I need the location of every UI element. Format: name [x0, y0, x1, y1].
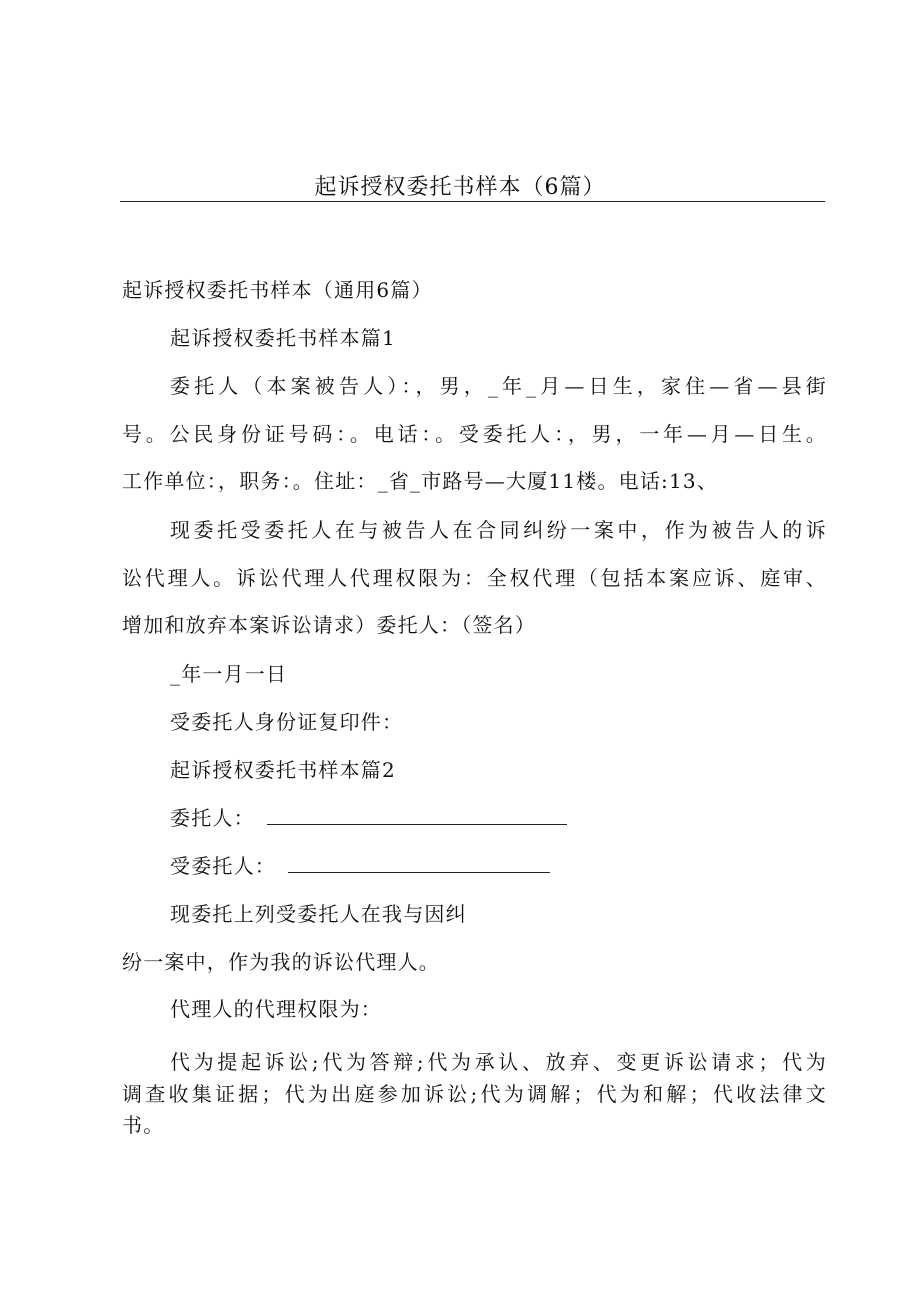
principal-row	[170, 806, 875, 830]
section2-scope-line3: 书。	[122, 1113, 165, 1137]
section1-para1-line2: 号。公民身份证号码：。电话：。受委托人：，男，一年—月—日生。	[122, 422, 827, 446]
principal-label: 委托人：	[170, 806, 255, 830]
section1-para1-line1: 委托人（本案被告人）：，男，_年_月—日生，家住—省—县街	[170, 374, 827, 398]
section1-heading: 起诉授权委托书样本篇1	[170, 326, 396, 350]
section1-para2-line1: 现委托受委托人在与被告人在合同纠纷一案中，作为被告人的诉	[170, 518, 827, 542]
agent-label: 受委托人：	[170, 854, 276, 878]
principal-blank-line	[267, 806, 567, 825]
section2-heading: 起诉授权委托书样本篇2	[170, 758, 396, 782]
section2-entrust-line1: 现委托上列受委托人在我与因纠	[170, 902, 467, 926]
section1-id-copy: 受委托人身份证复印件：	[170, 710, 404, 734]
document-title: 起诉授权委托书样本（6篇）	[314, 175, 606, 200]
section1-para2-line3: 增加和放弃本案诉讼请求）委托人：（签名）	[122, 613, 536, 637]
section1-para2-line2: 讼代理人。诉讼代理人代理权限为：全权代理（包括本案应诉、庭审、	[122, 566, 827, 590]
section2-scope-line1: 代为提起诉讼;代为答辩;代为承认、放弃、变更诉讼请求；代为	[170, 1050, 827, 1074]
agent-blank-line	[288, 854, 550, 873]
section2-scope-line2: 调查收集证据；代为出庭参加诉讼;代为调解；代为和解；代收法律文	[122, 1082, 827, 1106]
agent-row	[170, 854, 875, 878]
document-subtitle: 起诉授权委托书样本（通用6篇）	[122, 278, 433, 302]
section1-para1-line3: 工作单位：，职务：。住址：_省_市路号—大厦11楼。电话:13、	[122, 469, 719, 493]
section1-date: _年一月一日	[170, 662, 288, 686]
section2-scope-label: 代理人的代理权限为：	[170, 997, 382, 1021]
title-underline	[120, 201, 825, 202]
section2-entrust-line2: 纷一案中，作为我的诉讼代理人。	[122, 950, 440, 974]
